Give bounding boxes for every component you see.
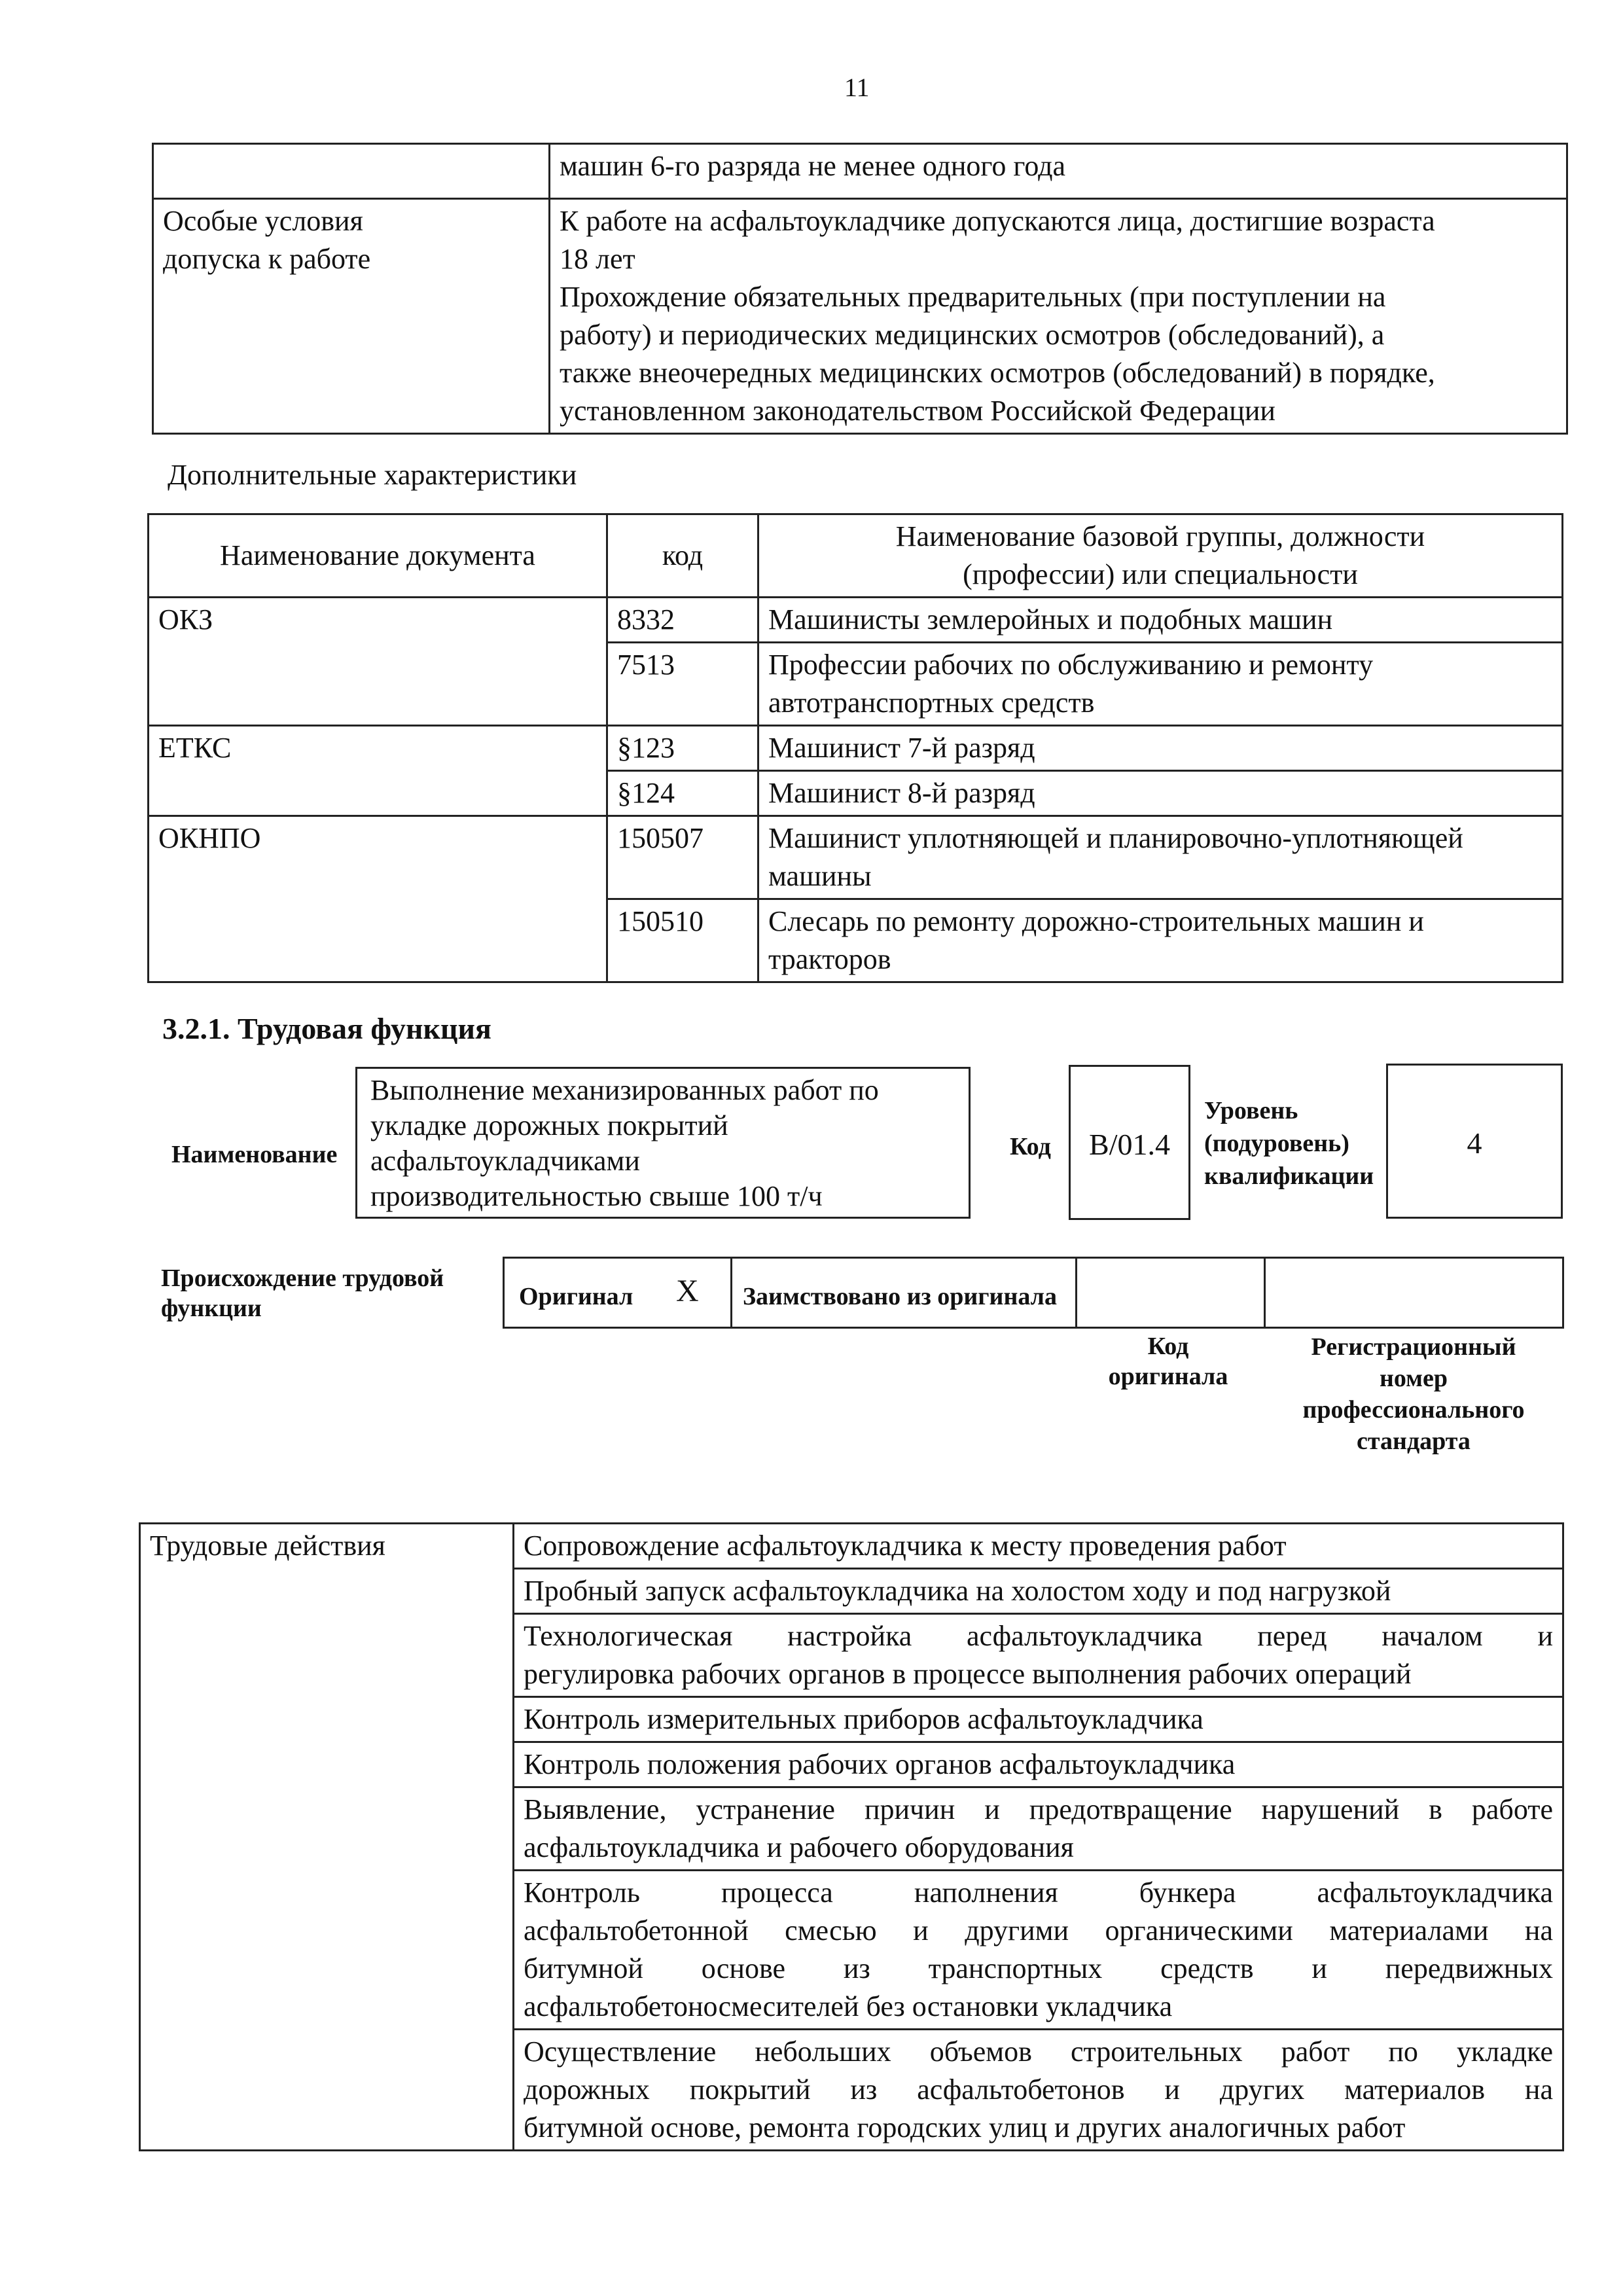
text-line: допуска к работе bbox=[163, 243, 371, 275]
text-line: машины bbox=[768, 860, 872, 892]
origin-label bbox=[161, 1263, 444, 1323]
code-cell: §124 bbox=[607, 771, 758, 816]
action-cell bbox=[514, 1697, 1563, 1742]
header-name bbox=[758, 514, 1563, 598]
text-line: Машинисты землеройных и подобных машин bbox=[768, 603, 1333, 636]
special-conditions-label bbox=[153, 199, 550, 434]
text-line: битумной основе из транспортных средств и передвижных bbox=[524, 1952, 1553, 1984]
divider bbox=[730, 1259, 732, 1327]
text-line: номер bbox=[1379, 1365, 1448, 1392]
table-row bbox=[153, 144, 1567, 199]
function-code-box: B/01.4 bbox=[1069, 1065, 1190, 1220]
text-line: асфальтоукладчика и рабочего оборудования bbox=[524, 1831, 1074, 1863]
text-line: Происхождение трудовой bbox=[161, 1265, 444, 1292]
name-label: Наименование bbox=[171, 1141, 338, 1168]
action-cell bbox=[514, 1614, 1563, 1697]
text-line: Машинист 8-й разряд bbox=[768, 777, 1035, 809]
text-line: Слесарь по ремонту дорожно-строительных машин и bbox=[768, 905, 1424, 937]
function-name-box bbox=[355, 1067, 971, 1219]
code-cell: 150507 bbox=[607, 816, 758, 899]
text-line: К работе на асфальтоукладчике допускаются лица, достигшие возраста bbox=[560, 205, 1435, 237]
text-line: Код bbox=[1147, 1333, 1189, 1360]
action-cell bbox=[514, 1569, 1563, 1614]
table-row bbox=[149, 598, 1563, 643]
text-line: производительностью свыше 100 т/ч bbox=[370, 1180, 823, 1212]
text-line: битумной основе, ремонта городских улиц и других аналогичных работ bbox=[524, 2111, 1406, 2144]
text-line: асфальтобетоносмесителей без остановки укладчика bbox=[524, 1990, 1173, 2022]
original-mark: X bbox=[676, 1274, 699, 1308]
action-cell bbox=[514, 1871, 1563, 2030]
code-original-caption bbox=[1073, 1331, 1263, 1391]
original-label: Оригинал bbox=[519, 1283, 633, 1310]
reg-number-caption bbox=[1263, 1331, 1564, 1457]
text-line: асфальтобетонной смесью и другими органическими материалами на bbox=[524, 1914, 1553, 1946]
text-line: машин 6-го разряда не менее одного года bbox=[560, 150, 1065, 182]
text-line: Выявление, устранение причин и предотвращение нарушений в работе bbox=[524, 1793, 1553, 1825]
text-line: дорожных покрытий из асфальтобетонов и других материалов на bbox=[524, 2073, 1553, 2106]
text-line: регулировка рабочих органов в процессе выполнения рабочих операций bbox=[524, 1658, 1412, 1690]
table-row bbox=[149, 726, 1563, 771]
text-line: Машинист уплотняющей и планировочно-уплотняющей bbox=[768, 822, 1463, 854]
text-line: Регистрационный bbox=[1311, 1333, 1516, 1361]
text-line: Пробный запуск асфальтоукладчика на холостом ходу и под нагрузкой bbox=[524, 1575, 1391, 1607]
header-code: код bbox=[607, 514, 758, 598]
action-cell bbox=[514, 1787, 1563, 1871]
name-cell bbox=[758, 771, 1563, 816]
code-cell: 150510 bbox=[607, 899, 758, 982]
text-line: асфальтоукладчиками bbox=[370, 1145, 640, 1177]
level-label bbox=[1204, 1094, 1374, 1193]
text-line: Контроль измерительных приборов асфальтоукладчика bbox=[524, 1703, 1204, 1735]
text-line: Особые условия bbox=[163, 205, 363, 237]
action-cell bbox=[514, 2030, 1563, 2151]
additional-caption: Дополнительные характеристики bbox=[168, 459, 577, 491]
divider bbox=[1075, 1259, 1077, 1327]
text-line: профессионального bbox=[1302, 1396, 1525, 1424]
text-line: Машинист 7-й разряд bbox=[768, 732, 1035, 764]
additional-table bbox=[147, 513, 1563, 983]
text-line: работу) и периодических медицинских осмотров (обследований), а bbox=[560, 319, 1385, 351]
code-cell: 8332 bbox=[607, 598, 758, 643]
text-line: Прохождение обязательных предварительных (при поступлении на bbox=[560, 281, 1386, 313]
top-left-cell-empty bbox=[153, 144, 550, 199]
text-line: Сопровождение асфальтоукладчика к месту проведения работ bbox=[524, 1530, 1287, 1562]
code-cell: §123 bbox=[607, 726, 758, 771]
text-line: также внеочередных медицинских осмотров (обследований) в порядке, bbox=[560, 357, 1435, 389]
name-cell bbox=[758, 899, 1563, 982]
text-line: оригинала bbox=[1108, 1363, 1228, 1390]
section-title: 3.2.1. Трудовая функция bbox=[162, 1012, 491, 1045]
level-value-box: 4 bbox=[1386, 1064, 1563, 1219]
text-line: стандарта bbox=[1357, 1427, 1471, 1455]
text-line: функции bbox=[161, 1295, 262, 1322]
table-row bbox=[140, 1524, 1563, 1569]
actions-table bbox=[139, 1522, 1564, 2151]
page-number: 11 bbox=[844, 73, 870, 102]
text-line: 18 лет bbox=[560, 243, 635, 275]
special-conditions-value bbox=[550, 199, 1567, 434]
doc-etks: ЕТКС bbox=[149, 726, 607, 816]
text-line: Технологическая настройка асфальтоукладчика перед началом и bbox=[524, 1620, 1553, 1652]
action-cell bbox=[514, 1742, 1563, 1787]
text-line: (профессии) или специальности bbox=[963, 558, 1358, 590]
text-line: Наименование базовой группы, должности bbox=[895, 520, 1425, 552]
name-cell bbox=[758, 643, 1563, 726]
table-header-row bbox=[149, 514, 1563, 598]
text-line: Уровень bbox=[1204, 1097, 1298, 1124]
top-right-cell bbox=[550, 144, 1567, 199]
name-cell bbox=[758, 598, 1563, 643]
text-line: Контроль положения рабочих органов асфальтоукладчика bbox=[524, 1748, 1236, 1780]
table-row bbox=[149, 816, 1563, 899]
code-label: Код bbox=[1010, 1133, 1051, 1160]
borrowed-label: Заимствовано из оригинала bbox=[743, 1283, 1057, 1310]
code-cell: 7513 bbox=[607, 643, 758, 726]
doc-oknpo: ОКНПО bbox=[149, 816, 607, 982]
text-line: Контроль процесса наполнения бункера асфальтоукладчика bbox=[524, 1876, 1553, 1909]
text-line: Выполнение механизированных работ по bbox=[370, 1074, 879, 1106]
doc-okz: ОКЗ bbox=[149, 598, 607, 726]
top-table bbox=[152, 143, 1568, 435]
divider bbox=[1264, 1259, 1266, 1327]
header-doc: Наименование документа bbox=[149, 514, 607, 598]
actions-label: Трудовые действия bbox=[140, 1524, 514, 2151]
action-cell bbox=[514, 1524, 1563, 1569]
text-line: квалификации bbox=[1204, 1162, 1374, 1190]
text-line: тракторов bbox=[768, 943, 891, 975]
text-line: Профессии рабочих по обслуживанию и ремонту bbox=[768, 649, 1374, 681]
text-line: (подуровень) bbox=[1204, 1130, 1349, 1157]
name-cell bbox=[758, 726, 1563, 771]
text-line: установленном законодательством Российской Федерации bbox=[560, 395, 1275, 427]
name-cell bbox=[758, 816, 1563, 899]
table-row bbox=[153, 199, 1567, 434]
text-line: автотранспортных средств bbox=[768, 687, 1095, 719]
origin-box bbox=[503, 1257, 1564, 1329]
text-line: укладке дорожных покрытий bbox=[370, 1109, 728, 1141]
text-line: Осуществление небольших объемов строительных работ по укладке bbox=[524, 2036, 1553, 2068]
